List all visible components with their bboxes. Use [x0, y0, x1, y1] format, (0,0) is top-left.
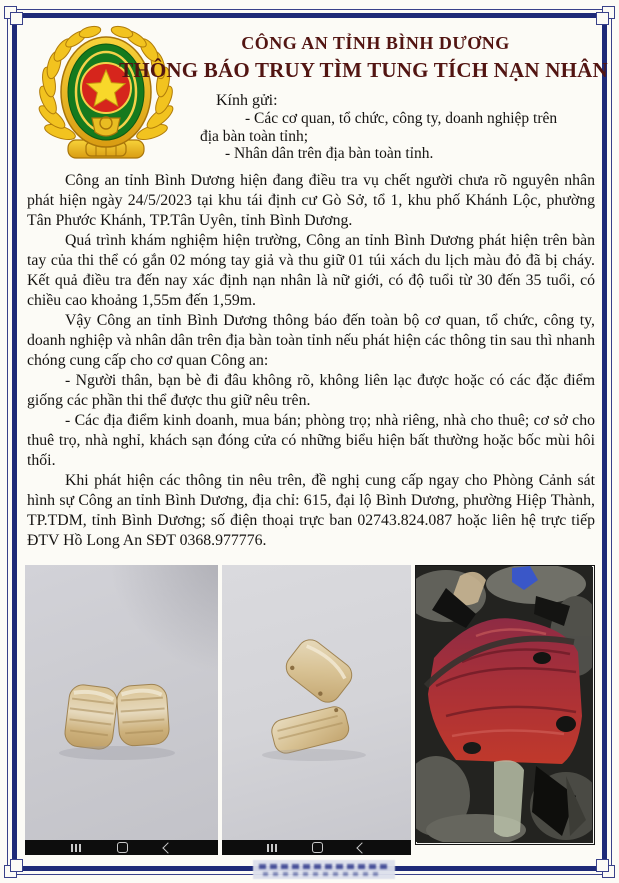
fingernails-angled-illustration: [222, 565, 412, 840]
recipient-list: [200, 110, 570, 163]
back-icon: [162, 842, 173, 853]
back-icon: [356, 842, 367, 853]
corner-ornament: [10, 12, 23, 25]
android-navbar: [25, 840, 218, 855]
burned-bag-illustration: [416, 566, 592, 842]
notice-title: THÔNG BÁO TRUY TÌM TUNG TÍCH NẠN NHÂN: [119, 58, 608, 82]
notice-body: [27, 171, 595, 551]
recipient-line: địa bàn toàn tỉnh;: [200, 127, 309, 145]
body-paragraph: Vậy Công an tỉnh Bình Dương thông báo đến toàn bộ cơ quan, tổ chức, công ty, doanh nghiệp và nhân dân trên địa bàn toàn tỉnh nếu phát hiện các thông tin sau thì nhanh chóng cung cấp cho cơ quan Công an:: [27, 312, 595, 369]
watermark-blur: [253, 860, 395, 879]
watermark-text-blur: [263, 872, 381, 876]
corner-ornament: [596, 859, 609, 872]
body-paragraph: - Các địa điểm kinh doanh, mua bán; phòng trọ; nhà riêng, nhà cho thuê; cơ sở cho thuê trọ, nhà nghỉ, khách sạn đóng cửa có những biểu hiện bất thường hoặc bốc mùi hôi thối.: [27, 412, 595, 469]
fingernails-front-illustration: [25, 565, 218, 840]
body-paragraph: - Người thân, bạn bè đi đâu không rõ, không liên lạc được hoặc có các đặc điểm giống các phần thi thể được thu giữ nêu trên.: [27, 372, 595, 409]
evidence-photo-fingernails-front: [25, 565, 218, 855]
body-paragraph: Quá trình khám nghiệm hiện trường, Công an tỉnh Bình Dương phát hiện trên bàn tay của thi thể có gắn 02 móng tay giả và thu giữ 01 túi xách du lịch màu đỏ đã bị cháy. Kết quả điều tra đến nay xác định nạn nhân là nữ giới, có độ tuổi từ 30 đến 35 tuổi, có chiều cao khoảng 1,55m đến 1,59m.: [27, 232, 595, 309]
recipient-line: - Nhân dân trên địa bàn toàn tỉnh.: [225, 145, 434, 162]
evidence-photo-burned-red-bag: [415, 565, 595, 845]
evidence-photo-fingernails-angled: [222, 565, 412, 855]
recents-icon: [267, 844, 277, 852]
watermark-text-blur: [259, 864, 389, 869]
recents-icon: [71, 844, 81, 852]
home-icon: [312, 842, 323, 853]
corner-ornament: [596, 12, 609, 25]
org-name-line: CÔNG AN TỈNH BÌNH DƯƠNG: [241, 33, 510, 53]
body-paragraph: Khi phát hiện các thông tin nêu trên, đề nghị cung cấp ngay cho Phòng Cảnh sát hình sự Công an tỉnh Bình Dương, địa chỉ: 615, đại lộ Bình Dương, phường Hiệp Thành, TP.TDM, tỉnh Bình Dương; số điện thoại trực ban 02743.824.087 hoặc liên hệ trực tiếp ĐTV Hồ Long An SĐT 0368.977776.: [27, 472, 595, 549]
salutation-label: Kính gửi:: [216, 92, 278, 109]
home-icon: [117, 842, 128, 853]
recipient-line: - Các cơ quan, tổ chức, công ty, doanh nghiệp trên: [245, 110, 558, 127]
corner-ornament: [10, 859, 23, 872]
body-paragraph: Công an tỉnh Bình Dương hiện đang điều tra vụ chết người chưa rõ nguyên nhân phát hiện ngày 24/5/2023 tại khu tái định cư Gò Sở, tổ 1, khu phố Khánh Lộc, phường Tân Phước Khánh, TP.Tân Uyên, tỉnh Bình Dương.: [27, 172, 595, 229]
android-navbar: [222, 840, 412, 855]
evidence-photo-strip: [25, 565, 595, 857]
